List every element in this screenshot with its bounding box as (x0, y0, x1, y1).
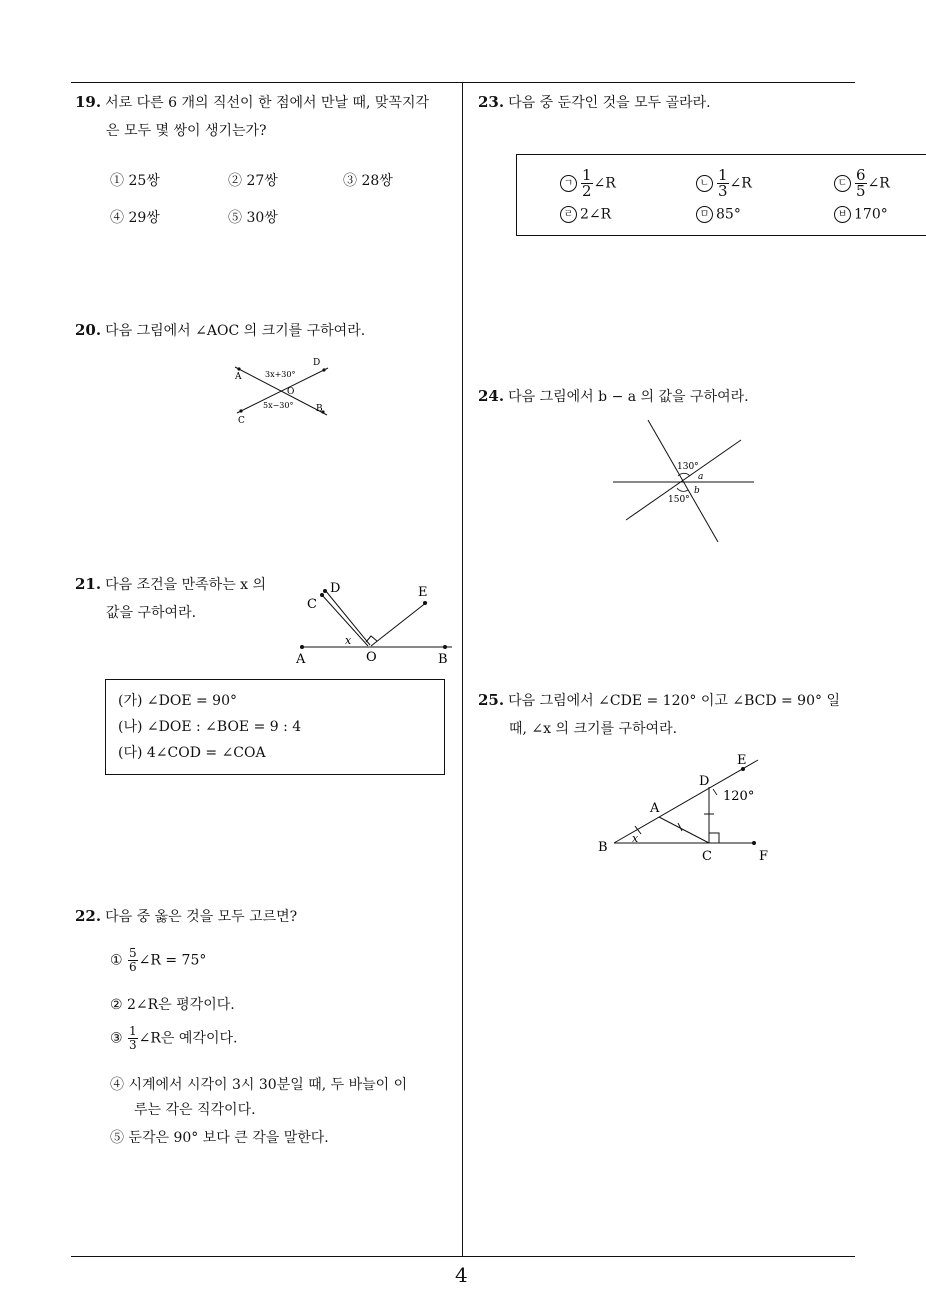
choice-mark: ① (110, 952, 123, 969)
figure-25 (592, 746, 782, 866)
figure-24 (608, 416, 758, 546)
page-number: 4 (455, 1263, 468, 1287)
choice-3[interactable]: ③ 28쌍 (343, 173, 393, 189)
option-digeut[interactable] (834, 168, 890, 199)
angle-130: 130° (677, 462, 699, 472)
numerator: 5 (129, 946, 137, 960)
question-number: 21. (75, 575, 102, 593)
option-mark: ㅁ (696, 206, 713, 223)
question-23 (478, 88, 711, 117)
label-x: x (632, 832, 639, 845)
label-D: D (699, 774, 710, 789)
denominator: 6 (129, 960, 137, 974)
top-rule (71, 82, 855, 83)
angle-expr-2: 5x−30° (263, 401, 294, 410)
question-text: 다음 그림에서 b − a 의 값을 구하여라. (508, 389, 749, 405)
option-mark: ㄹ (560, 206, 577, 223)
option-bieup[interactable] (834, 206, 888, 223)
question-22 (75, 902, 297, 931)
choice-1[interactable]: ① 25쌍 (110, 173, 160, 189)
option-giyeok[interactable] (560, 168, 616, 199)
figure-20 (225, 352, 340, 427)
question-number: 25. (478, 691, 505, 709)
option-text: ∠R (593, 175, 616, 192)
question-text-cont: 은 모두 몇 쌍이 생기는가? (106, 123, 267, 139)
label-F: F (759, 849, 769, 864)
label-x: x (345, 634, 352, 647)
label-C: C (238, 416, 245, 426)
question-number: 20. (75, 321, 102, 339)
choice-mark: ③ (110, 1030, 123, 1047)
choice-text: ④ 시계에서 시각이 3시 30분일 때, 두 바늘이 이 (110, 1077, 408, 1093)
angle-120: 120° (723, 789, 755, 804)
denominator: 5 (856, 182, 866, 200)
label-B: B (438, 652, 448, 667)
label-D: D (313, 358, 321, 368)
label-A: A (235, 372, 242, 382)
choice-4[interactable]: ④ 29쌍 (110, 210, 160, 226)
condition-da: (다) 4∠COD = ∠COA (118, 745, 266, 761)
question-text: 다음 조건을 만족하는 x 의 (105, 577, 267, 593)
option-text: 170° (854, 206, 888, 223)
label-A: A (650, 801, 660, 816)
option-text: ∠R (867, 175, 890, 192)
bottom-rule (71, 1256, 855, 1257)
numerator: 1 (718, 166, 728, 184)
choice-2[interactable]: ② 27쌍 (228, 173, 278, 189)
question-text: 다음 중 옳은 것을 모두 고르면? (105, 909, 298, 925)
fraction (128, 947, 138, 974)
question-20 (75, 316, 365, 345)
question-25 (478, 686, 878, 743)
label-A: A (296, 652, 306, 667)
column-divider (462, 82, 463, 1256)
fraction (581, 168, 593, 199)
option-mieum[interactable] (696, 206, 741, 223)
choice-3[interactable] (110, 1025, 237, 1052)
angle-a: a (698, 472, 704, 482)
option-mark: ㄷ (834, 175, 851, 192)
question-text: 서로 다른 6 개의 직선이 한 점에서 만날 때, 맞꼭지각 (105, 95, 429, 111)
question-text: 다음 그림에서 ∠AOC 의 크기를 구하여라. (105, 323, 366, 339)
label-B: B (598, 840, 608, 855)
choice-text: ∠R은 예각이다. (138, 1030, 238, 1047)
choice-5[interactable]: ⑤ 둔각은 90° 보다 큰 각을 말한다. (110, 1130, 329, 1146)
question-number: 23. (478, 93, 505, 111)
label-B: B (316, 404, 323, 414)
choice-5[interactable]: ⑤ 30쌍 (228, 210, 278, 226)
option-mark: ㄱ (560, 175, 577, 192)
choice-2[interactable]: ② 2∠R은 평각이다. (110, 997, 235, 1013)
angle-expr-1: 3x+30° (265, 370, 296, 379)
numerator: 6 (856, 166, 866, 184)
question-21 (75, 570, 266, 627)
label-C: C (307, 597, 317, 612)
condition-ga: (가) ∠DOE = 90° (118, 693, 237, 709)
label-O: O (366, 650, 377, 665)
label-D: D (330, 581, 341, 596)
option-nieun[interactable] (696, 168, 752, 199)
question-text-cont: 때, ∠x 의 크기를 구하여라. (509, 721, 678, 737)
option-mark: ㅂ (834, 206, 851, 223)
fraction (717, 168, 729, 199)
question-text-cont: 값을 구하여라. (106, 605, 197, 621)
question-24 (478, 382, 749, 411)
question-number: 24. (478, 387, 505, 405)
angle-b: b (694, 486, 700, 496)
angle-150: 150° (668, 495, 690, 505)
fraction (855, 168, 867, 199)
option-text: ∠R (729, 175, 752, 192)
option-rieul[interactable] (560, 206, 611, 223)
numerator: 1 (582, 166, 592, 184)
choice-text: ∠R = 75° (138, 952, 207, 969)
label-E: E (418, 585, 428, 600)
question-text: 다음 그림에서 ∠CDE = 120° 이고 ∠BCD = 90° 일 (508, 693, 840, 709)
label-E: E (737, 753, 747, 768)
option-text: 2∠R (580, 206, 612, 223)
question-19 (75, 88, 460, 145)
figure-21 (290, 578, 460, 670)
option-text: 85° (716, 206, 741, 223)
choice-1[interactable] (110, 947, 206, 974)
choice-text-cont: 루는 각은 직각이다. (134, 1102, 256, 1118)
denominator: 3 (718, 182, 728, 200)
conditions-list (118, 688, 301, 766)
denominator: 2 (582, 182, 592, 200)
question-number: 22. (75, 907, 102, 925)
question-number: 19. (75, 93, 102, 111)
fraction (128, 1025, 138, 1052)
condition-na: (나) ∠DOE : ∠BOE = 9 : 4 (118, 719, 302, 735)
choice-4[interactable] (110, 1073, 407, 1123)
denominator: 3 (129, 1038, 137, 1052)
option-mark: ㄴ (696, 175, 713, 192)
label-C: C (702, 849, 712, 864)
question-text: 다음 중 둔각인 것을 모두 골라라. (508, 95, 711, 111)
numerator: 1 (129, 1024, 137, 1038)
label-O: O (287, 387, 295, 397)
